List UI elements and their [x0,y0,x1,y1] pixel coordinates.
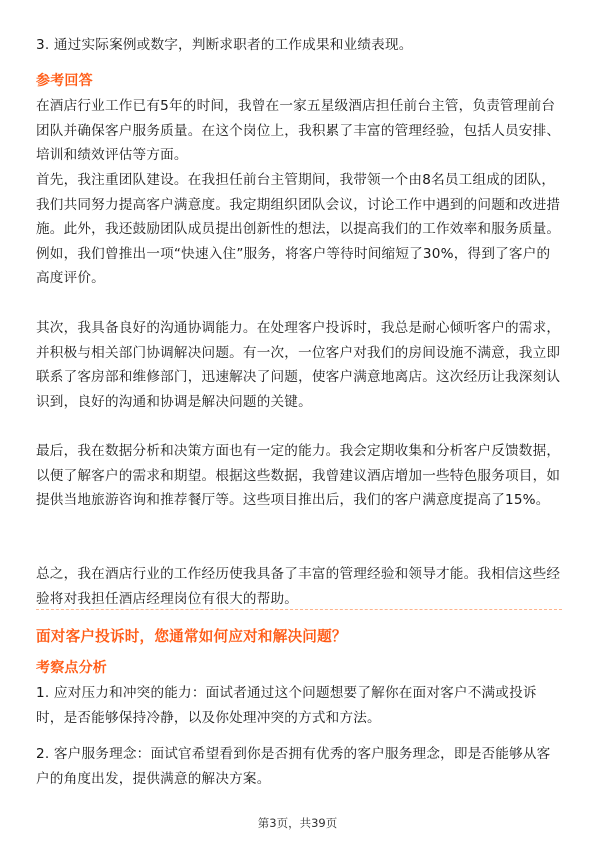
page-number-footer: 第3页，共39页 [257,816,338,830]
answer-paragraph-2: 首先，我注重团队建设。在我担任前台主管期间，我带领一个由8名员工组成的团队，我们共同努力提高客户满意度。我定期组织团队会议，讨论工作中遇到的问题和改进措施。此外，我还鼓励团队成员提出创新性的想法，以提高我们的工作效率和服务质量。例如，我们曾推出一项“快速入住”服务，将客户等待时间缩短了30%，得到了客户的高度评价。 [36,172,561,287]
answer-heading: 参考回答 [36,73,93,89]
intro-list-item: 3. 通过实际案例或数字，判断求职者的工作成果和业绩表现。 [36,37,413,53]
analysis-heading: 考察点分析 [36,660,107,676]
answer-paragraph-3: 其次，我具备良好的沟通协调能力。在处理客户投诉时，我总是耐心倾听客户的需求，并积极与相关部门协调解决问题。有一次，一位客户对我们的房间设施不满意，我立即联系了客房部和维修部门，迅速解决了问题，使客户满意地离店。这次经历让我深刻认识到，良好的沟通和协调是解决问题的关键。 [36,320,561,410]
section-divider [36,609,562,610]
answer-paragraph-5: 总之，我在酒店行业的工作经历使我具备了丰富的管理经验和领导才能。我相信这些经验将对我担任酒店经理岗位有很大的帮助。 [36,566,561,607]
analysis-item-1: 1. 应对压力和冲突的能力：面试者通过这个问题想要了解你在面对客户不满或投诉时，是否能够保持冷静，以及你处理冲突的方式和方法。 [36,685,537,726]
answer-paragraph-4: 最后，我在数据分析和决策方面也有一定的能力。我会定期收集和分析客户反馈数据，以便了解客户的需求和期望。根据这些数据，我曾建议酒店增加一些特色服务项目，如提供当地旅游咨询和推荐餐厅等。这些项目推出后，我们的客户满意度提高了15%。 [36,443,561,509]
question-heading: 面对客户投诉时，您通常如何应对和解决问题？ [36,628,347,645]
answer-paragraph-1: 在酒店行业工作已有5年的时间，我曾在一家五星级酒店担任前台主管，负责管理前台团队并确保客户服务质量。在这个岗位上，我积累了丰富的管理经验，包括人员安排、培训和绩效评估等方面。 [36,98,561,164]
analysis-item-2: 2. 客户服务理念：面试官希望看到你是否拥有优秀的客户服务理念，即是否能够从客户的角度出发，提供满意的解决方案。 [36,746,551,787]
